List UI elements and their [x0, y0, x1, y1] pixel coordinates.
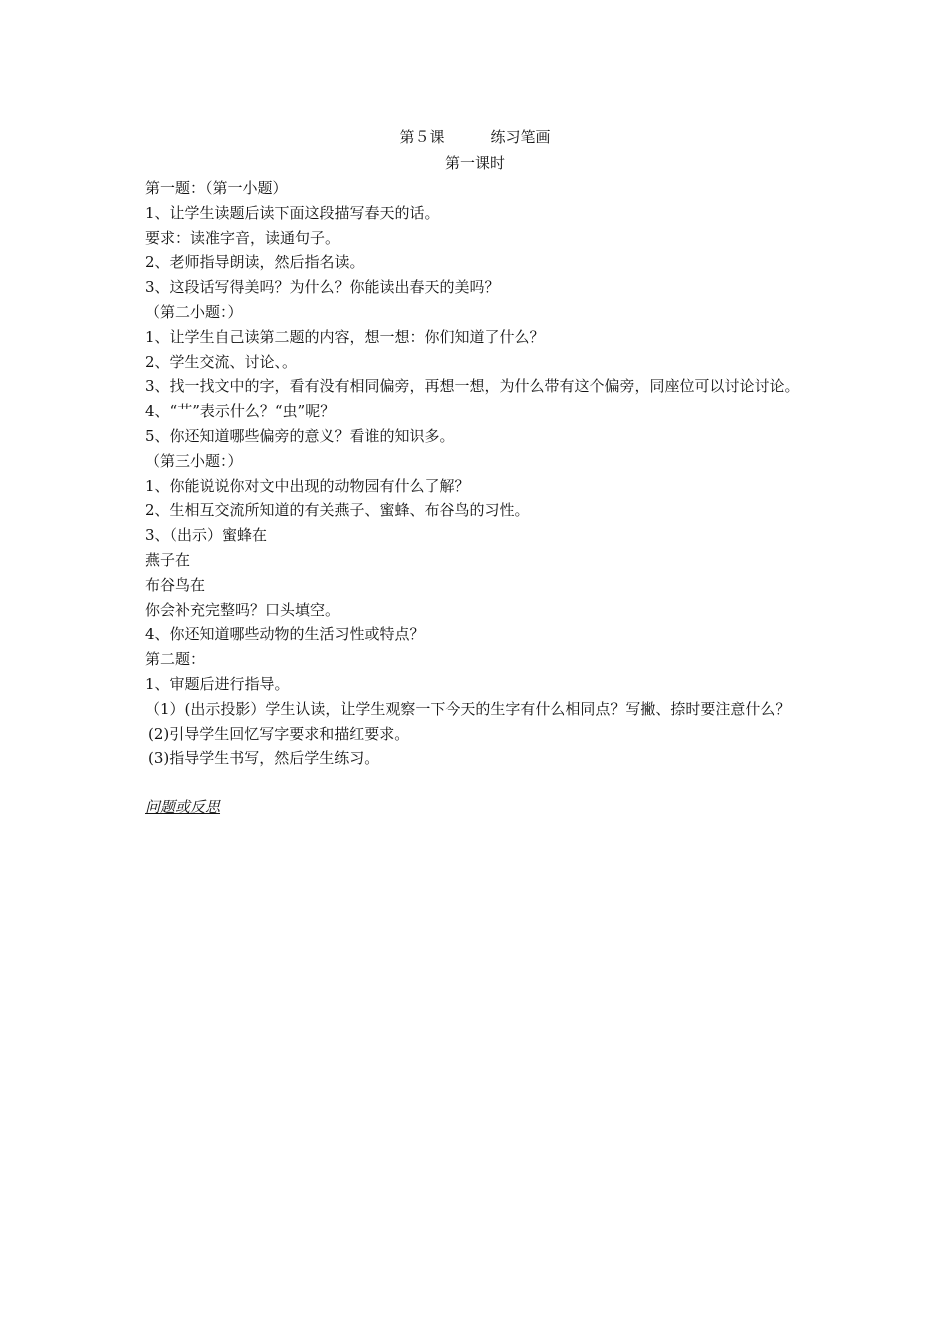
body-line: (2)引导学生回忆写字要求和描红要求。 [148, 724, 410, 743]
body-line: 2、生相互交流所知道的有关燕子、蜜蜂、布谷鸟的习性。 [145, 501, 530, 520]
body-line: 2、学生交流、讨论、。 [145, 352, 298, 371]
body-line: 1、审题后进行指导。 [145, 674, 290, 693]
lesson-number: 第５课 [399, 128, 445, 146]
body-line: 3、（出示）蜜蜂在 [145, 526, 268, 545]
lesson-body [145, 176, 810, 819]
lesson-period: 第一课时 [444, 154, 505, 172]
body-line: 布谷鸟在 [145, 575, 206, 594]
body-line: 4、你还知道哪些动物的生活习性或特点？ [145, 625, 425, 644]
body-line: 1、让学生读题后读下面这段描写春天的话。 [145, 203, 440, 222]
body-line: 4、“艹”表示什么？“虫”呢？ [145, 402, 336, 421]
body-line: 1、让学生自己读第二题的内容，想一想：你们知道了什么？ [145, 327, 545, 346]
body-line: （1）(出示投影）学生认读，让学生观察一下今天的生字有什么相同点？写撇、捺时要注意什么？ [145, 699, 791, 718]
body-line: 5、你还知道哪些偏旁的意义？看谁的知识多。 [145, 426, 455, 445]
body-line: (3)指导学生书写，然后学生练习。 [148, 749, 380, 768]
body-line: 3、找一找文中的字，看有没有相同偏旁，再想一想，为什么带有这个偏旁，同座位可以讨论讨论。 [145, 377, 800, 396]
body-line: 3、这段话写得美吗？为什么？你能读出春天的美吗？ [145, 278, 500, 297]
section-heading: 第一题：（第一小题） [145, 179, 288, 197]
body-line: 要求：读准字音，读通句子。 [145, 228, 341, 247]
body-line: 2、老师指导朗读，然后指名读。 [145, 253, 365, 272]
section-heading: 第二题： [145, 650, 206, 669]
body-line: 1、你能说说你对文中出现的动物园有什么了解？ [145, 476, 470, 495]
subsection-heading: （第二小题：） [145, 302, 243, 321]
body-line: 燕子在 [145, 550, 191, 569]
body-line: 你会补充完整吗？口头填空。 [145, 600, 341, 619]
lesson-name: 练习笔画 [490, 128, 551, 146]
subsection-heading: （第三小题：） [145, 451, 243, 470]
lesson-title [0, 126, 950, 148]
reflection-heading: 问题或反思 [145, 798, 221, 817]
